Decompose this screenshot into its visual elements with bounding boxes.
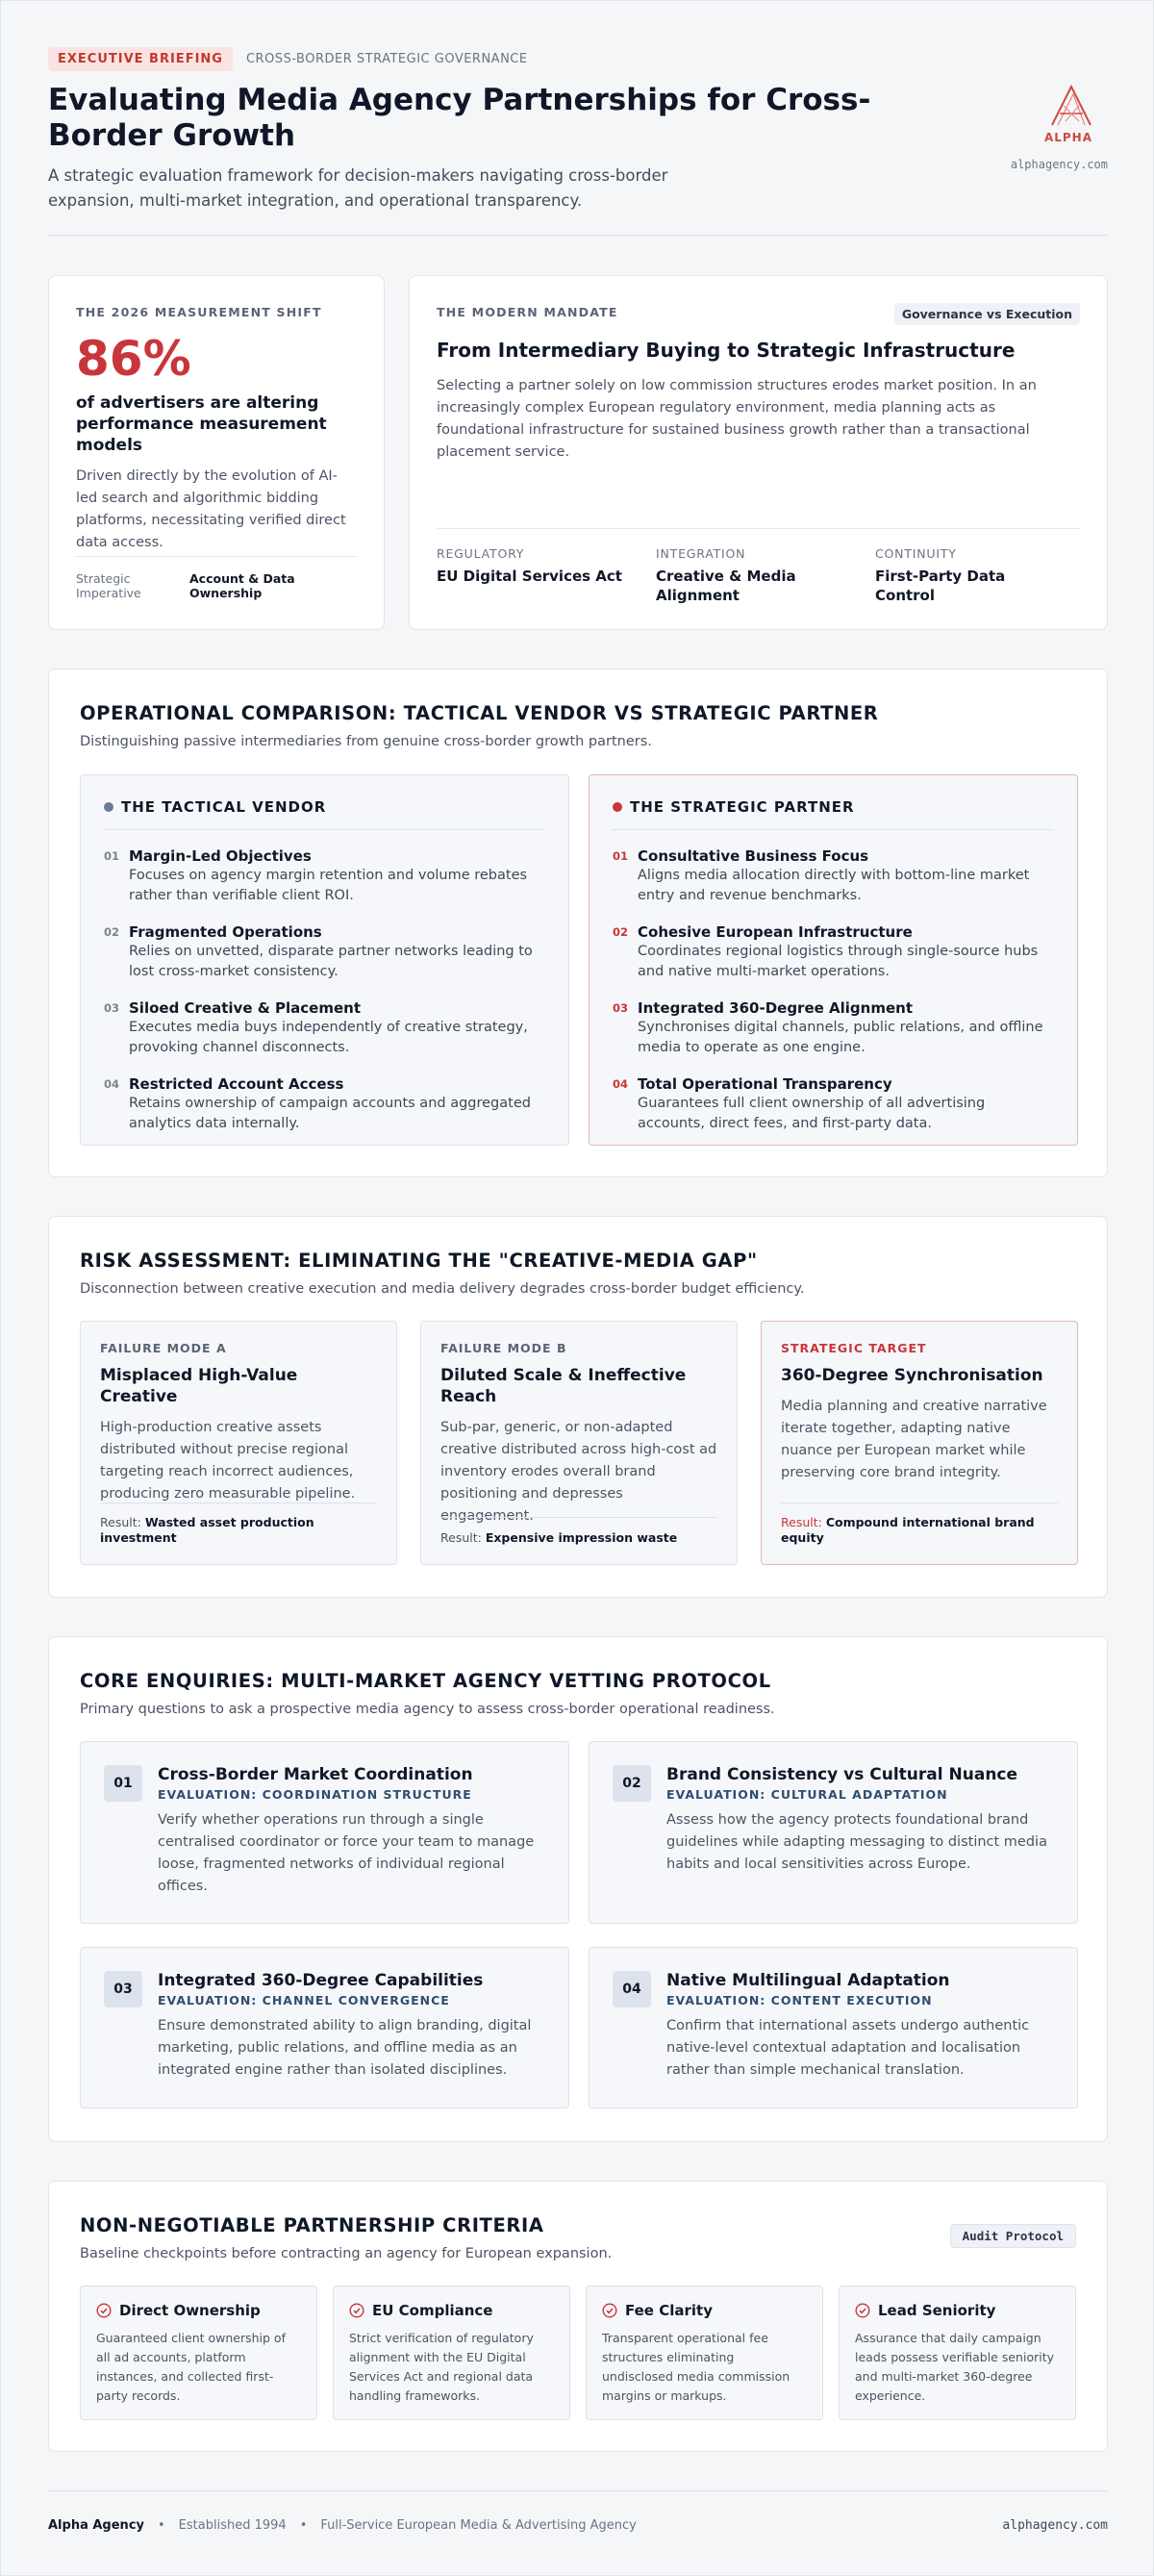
divider xyxy=(76,556,357,557)
item-text: Aligns media allocation directly with bottom-line market entry and revenue benchmarks. xyxy=(638,868,1030,903)
card-eyebrow: FAILURE MODE A xyxy=(100,1341,227,1355)
list-item xyxy=(613,847,1054,906)
enquiry-evaluation: EVALUATION: COORDINATION STRUCTURE xyxy=(158,1787,472,1802)
footer-brand: Alpha Agency xyxy=(48,2518,144,2533)
mandate-pillars xyxy=(437,546,1094,605)
result-label: Result: xyxy=(100,1515,141,1529)
check-circle-icon xyxy=(349,2303,364,2318)
enquiry-card xyxy=(589,1947,1078,2109)
criteria-title: Lead Seniority xyxy=(878,2302,996,2319)
check-circle-icon xyxy=(96,2303,112,2318)
panel-header xyxy=(104,798,545,830)
enquiry-title: Integrated 360-Degree Capabilities xyxy=(158,1971,484,1990)
failure-mode-b-card xyxy=(420,1321,738,1565)
item-title: Cohesive European Infrastructure xyxy=(638,923,913,941)
check-circle-icon xyxy=(602,2303,617,2318)
card-text: Media planning and creative narrative iterate together, adapting native nuance per European market while preserving core brand integrity. xyxy=(781,1399,1047,1480)
item-title: Consultative Business Focus xyxy=(638,847,869,865)
criteria-card xyxy=(80,2286,317,2420)
logo-wordmark: ALPHA xyxy=(1043,131,1092,144)
stat-meta xyxy=(76,571,353,600)
stat-value: 86% xyxy=(76,331,191,387)
header-kicker: CROSS-BORDER STRATEGIC GOVERNANCE xyxy=(245,52,528,66)
item-title: Total Operational Transparency xyxy=(638,1075,892,1093)
pillar-label: CONTINUITY xyxy=(875,546,957,561)
item-number: 02 xyxy=(613,925,629,939)
enquiry-number: 03 xyxy=(104,1971,142,2008)
stat-lead: of advertisers are altering performance measurement models xyxy=(76,393,327,455)
mandate-eyebrow: THE MODERN MANDATE xyxy=(437,305,618,319)
item-number: 04 xyxy=(613,1077,629,1091)
item-number: 01 xyxy=(104,849,120,863)
criteria-text: Assurance that daily campaign leads possess verifiable seniority and multi-market 360-degree experience. xyxy=(855,2331,1055,2403)
footer-tagline: Full-Service European Media & Advertising Agency xyxy=(320,2518,637,2533)
footer-info xyxy=(48,2518,637,2533)
pillar-label: INTEGRATION xyxy=(656,546,746,561)
enquiry-evaluation: EVALUATION: CONTENT EXECUTION xyxy=(666,1993,933,2008)
section-title: NON-NEGOTIABLE PARTNERSHIP CRITERIA xyxy=(80,2214,544,2236)
pillar-integration xyxy=(656,546,875,605)
panel-title: THE STRATEGIC PARTNER xyxy=(630,798,855,816)
item-number: 01 xyxy=(613,849,629,863)
item-text: Focuses on agency margin retention and volume rebates rather than verifiable client ROI. xyxy=(129,868,528,903)
item-number: 03 xyxy=(613,1001,629,1015)
bullet-dot-icon xyxy=(104,802,113,812)
pillar-value: Creative & Media Alignment xyxy=(656,568,796,604)
footer-founded: Established 1994 xyxy=(178,2518,287,2533)
risk-assessment-section xyxy=(48,1216,1108,1598)
section-title: RISK ASSESSMENT: ELIMINATING THE "CREATIVE-MEDIA GAP" xyxy=(80,1250,758,1272)
page-title: Evaluating Media Agency Partnerships for Cross-Border Growth xyxy=(48,83,871,153)
panel-header xyxy=(613,798,1054,830)
partnership-criteria-section xyxy=(48,2181,1108,2452)
section-title: CORE ENQUIRIES: MULTI-MARKET AGENCY VETTING PROTOCOL xyxy=(80,1670,771,1692)
item-title: Integrated 360-Degree Alignment xyxy=(638,999,913,1017)
result-value: Wasted asset production investment xyxy=(100,1515,314,1545)
mandate-title: From Intermediary Buying to Strategic Infrastructure xyxy=(437,339,1016,362)
item-number: 03 xyxy=(104,1001,120,1015)
card-result xyxy=(440,1530,717,1546)
pillar-label: REGULATORY xyxy=(437,546,525,561)
stat-eyebrow: THE 2026 MEASUREMENT SHIFT xyxy=(76,305,322,319)
criteria-header xyxy=(349,2302,554,2319)
criteria-text: Guaranteed client ownership of all ad accounts, platform instances, and collected first-party records. xyxy=(96,2331,286,2403)
bullet-dot-icon xyxy=(613,802,622,812)
item-number: 02 xyxy=(104,925,120,939)
logo-url[interactable]: alphagency.com xyxy=(1010,158,1108,171)
enquiry-number: 02 xyxy=(613,1765,651,1802)
pillar-continuity xyxy=(875,546,1094,605)
badge-row xyxy=(48,47,1108,71)
tactical-vendor-panel xyxy=(80,774,569,1146)
item-title: Restricted Account Access xyxy=(129,1075,344,1093)
stat-description: Driven directly by the evolution of AI-led search and algorithmic bidding platforms, necessitating verified direct data access. xyxy=(76,468,346,550)
result-label: Result: xyxy=(440,1530,482,1545)
card-result xyxy=(100,1515,377,1546)
strategic-partner-panel xyxy=(589,774,1078,1146)
criteria-card xyxy=(333,2286,570,2420)
enquiry-card xyxy=(80,1741,569,1924)
enquiry-title: Cross-Border Market Coordination xyxy=(158,1765,473,1784)
item-text: Guarantees full client ownership of all advertising accounts, direct fees, and first-party data. xyxy=(638,1096,986,1131)
enquiry-title: Brand Consistency vs Cultural Nuance xyxy=(666,1765,1018,1784)
result-label: Result: xyxy=(781,1515,822,1529)
briefing-badge: EXECUTIVE BRIEFING xyxy=(48,47,233,71)
result-value: Compound international brand equity xyxy=(781,1515,1035,1545)
list-item xyxy=(613,999,1054,1058)
failure-mode-a-card xyxy=(80,1321,397,1565)
section-title: OPERATIONAL COMPARISON: TACTICAL VENDOR VS STRATEGIC PARTNER xyxy=(80,702,879,724)
section-subtitle: Distinguishing passive intermediaries from genuine cross-border growth partners. xyxy=(80,734,652,749)
list-item xyxy=(613,1075,1054,1134)
modern-mandate-card xyxy=(409,275,1108,630)
enquiry-evaluation: EVALUATION: CULTURAL ADAPTATION xyxy=(666,1787,948,1802)
item-text: Relies on unvetted, disparate partner networks leading to lost cross-market consistency. xyxy=(129,944,533,979)
pillar-value: EU Digital Services Act xyxy=(437,568,622,585)
enquiry-number: 01 xyxy=(104,1765,142,1802)
enquiry-title: Native Multilingual Adaptation xyxy=(666,1971,950,1990)
item-text: Coordinates regional logistics through single-source hubs and native multi-market operations. xyxy=(638,944,1039,979)
enquiry-text: Confirm that international assets undergo authentic native-level contextual adaptation and localisation rather than simple mechanical translation. xyxy=(666,2018,1030,2078)
result-value: Expensive impression waste xyxy=(485,1530,678,1545)
audit-protocol-tag: Audit Protocol xyxy=(950,2224,1076,2248)
criteria-card xyxy=(839,2286,1076,2420)
item-text: Executes media buys independently of creative strategy, provoking channel disconnects. xyxy=(129,1020,528,1055)
card-text: Sub-par, generic, or non-adapted creative distributed across high-cost ad inventory erodes overall brand positioning and depresses engagement. xyxy=(440,1420,717,1524)
criteria-header xyxy=(602,2302,807,2319)
governance-tag: Governance vs Execution xyxy=(894,303,1080,325)
panel-title: THE TACTICAL VENDOR xyxy=(121,798,327,816)
enquiry-card xyxy=(80,1947,569,2109)
card-eyebrow: FAILURE MODE B xyxy=(440,1341,567,1355)
card-eyebrow: STRATEGIC TARGET xyxy=(781,1341,927,1355)
criteria-text: Transparent operational fee structures eliminating undisclosed media commission margins or markups. xyxy=(602,2331,790,2403)
core-enquiries-section xyxy=(48,1636,1108,2142)
section-subtitle: Primary questions to ask a prospective media agency to assess cross-border operational readiness. xyxy=(80,1702,775,1717)
pillar-value: First-Party Data Control xyxy=(875,568,1006,604)
enquiry-text: Assess how the agency protects foundational brand guidelines while adapting messaging to distinct media habits and local sensitivities across Europe. xyxy=(666,1812,1047,1872)
item-title: Fragmented Operations xyxy=(129,923,322,941)
page-subtitle: A strategic evaluation framework for decision-makers navigating cross-border expansion, multi-market integration, and operational transparency. xyxy=(48,166,668,210)
alpha-logo-icon xyxy=(1046,81,1096,135)
criteria-header xyxy=(855,2302,1060,2319)
separator: • xyxy=(158,2518,165,2533)
item-number: 04 xyxy=(104,1077,120,1091)
enquiry-text: Ensure demonstrated ability to align branding, digital marketing, public relations, and offline media as an integrated engine rather than isolated disciplines. xyxy=(158,2018,532,2078)
list-item xyxy=(104,923,545,982)
criteria-title: Direct Ownership xyxy=(119,2302,261,2319)
criteria-card xyxy=(586,2286,823,2420)
enquiry-number: 04 xyxy=(613,1971,651,2008)
item-title: Siloed Creative & Placement xyxy=(129,999,361,1017)
check-circle-icon xyxy=(855,2303,870,2318)
criteria-text: Strict verification of regulatory alignment with the EU Digital Services Act and regional data handling frameworks. xyxy=(349,2331,534,2403)
pillar-regulatory xyxy=(437,546,656,605)
list-item xyxy=(104,847,545,906)
list-item xyxy=(104,999,545,1058)
operational-comparison-section xyxy=(48,669,1108,1177)
footer xyxy=(48,2490,1108,2548)
section-subtitle: Baseline checkpoints before contracting an agency for European expansion. xyxy=(80,2246,613,2261)
list-item xyxy=(104,1075,545,1134)
strategic-target-card xyxy=(761,1321,1078,1565)
divider xyxy=(440,1517,717,1518)
enquiry-text: Verify whether operations run through a single centralised coordinator or force your team to manage loose, fragmented networks of individual regional offices. xyxy=(158,1812,535,1894)
criteria-title: EU Compliance xyxy=(372,2302,493,2319)
list-item xyxy=(613,923,1054,982)
meta-label: Strategic Imperative xyxy=(76,571,141,600)
criteria-header xyxy=(96,2302,301,2319)
card-result xyxy=(781,1515,1058,1546)
meta-value: Account & Data Ownership xyxy=(189,571,295,600)
measurement-shift-card xyxy=(48,275,385,630)
enquiry-evaluation: EVALUATION: CHANNEL CONVERGENCE xyxy=(158,1993,450,2008)
enquiry-card xyxy=(589,1741,1078,1924)
mandate-text: Selecting a partner solely on low commission structures erodes market position. In an increasingly complex European regulatory environment, media planning acts as foundational infrastructure for sustained business growth rather than a transactional placement service. xyxy=(437,378,1037,460)
card-title: Diluted Scale & Ineffective Reach xyxy=(440,1366,687,1406)
card-title: Misplaced High-Value Creative xyxy=(100,1366,298,1406)
footer-url[interactable]: alphagency.com xyxy=(1002,2518,1108,2533)
card-text: High-production creative assets distributed without precise regional targeting reach incorrect audiences, producing zero measurable pipeline. xyxy=(100,1420,356,1502)
criteria-title: Fee Clarity xyxy=(625,2302,713,2319)
header xyxy=(48,47,1108,236)
item-title: Margin-Led Objectives xyxy=(129,847,312,865)
item-text: Retains ownership of campaign accounts and aggregated analytics data internally. xyxy=(129,1096,531,1131)
section-subtitle: Disconnection between creative execution and media delivery degrades cross-border budget efficiency. xyxy=(80,1281,805,1297)
item-text: Synchronises digital channels, public relations, and offline media to operate as one engine. xyxy=(638,1020,1043,1055)
separator: • xyxy=(299,2518,308,2533)
card-title: 360-Degree Synchronisation xyxy=(781,1366,1043,1385)
divider xyxy=(437,528,1080,529)
